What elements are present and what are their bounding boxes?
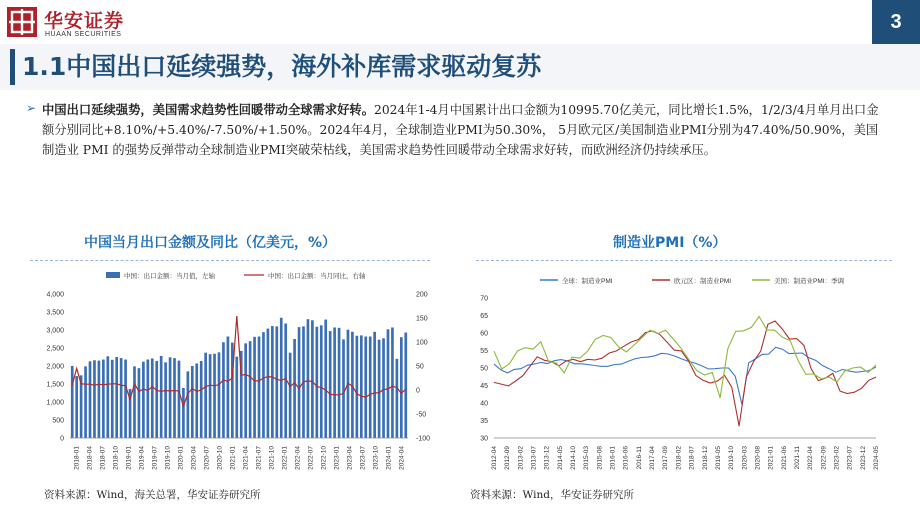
bar-export-value	[275, 326, 278, 438]
bar-export-value	[124, 360, 127, 438]
x-tick-label-pmi: 2012-04	[491, 446, 498, 470]
line-pmi-series-1	[494, 321, 876, 426]
bar-export-value	[315, 327, 318, 438]
bar-export-value	[404, 333, 407, 438]
x-tick-label: 2023-10	[372, 446, 380, 470]
y-tick-pmi: 30	[480, 435, 488, 443]
bar-export-value	[182, 388, 185, 438]
bar-export-value	[249, 341, 252, 438]
summary-paragraph	[42, 100, 890, 160]
line-pmi-series-2	[494, 317, 876, 398]
bar-export-value	[369, 336, 372, 438]
bar-export-value	[307, 319, 310, 438]
x-tick-label-pmi: 2014-05	[556, 446, 564, 470]
bar-export-value	[209, 354, 212, 438]
x-tick-label-pmi: 2017-09	[662, 446, 670, 470]
x-tick-label: 2019-10	[164, 446, 172, 470]
x-tick-label: 2024-04	[398, 446, 406, 470]
bar-export-value	[373, 332, 376, 438]
y-tick-left: 500	[52, 417, 64, 425]
y-tick-right: -100	[416, 435, 431, 443]
x-tick-label: 2021-10	[268, 446, 276, 470]
pmi-chart	[462, 262, 892, 484]
x-tick-label: 2020-10	[216, 446, 224, 470]
bar-export-value	[391, 327, 394, 438]
bar-export-value	[382, 338, 385, 438]
x-tick-label: 2020-04	[190, 446, 198, 470]
bar-export-value	[378, 340, 381, 438]
bar-export-value	[204, 353, 207, 438]
legend-label-pmi-2: 美国：制造业PMI：季调	[774, 278, 845, 285]
bar-export-value	[111, 360, 114, 438]
bar-export-value	[120, 358, 123, 438]
brand-name: 华安证券	[44, 10, 125, 32]
bar-export-value	[151, 358, 154, 438]
bar-export-value	[262, 332, 265, 438]
x-tick-label-pmi: 2023-02	[833, 446, 841, 470]
x-tick-label-pmi: 2023-12	[859, 446, 867, 470]
huaan-logo-icon	[6, 6, 38, 38]
bar-export-value	[187, 371, 190, 438]
bar-export-value	[191, 366, 194, 438]
x-tick-label-pmi: 2020-08	[754, 446, 762, 470]
bar-export-value	[155, 361, 158, 438]
bar-export-value	[244, 343, 247, 438]
bar-export-value	[89, 361, 92, 438]
bar-export-value	[258, 336, 261, 438]
slide-title: 1.1中国出口延续强势，海外补库需求驱动复苏	[22, 52, 542, 81]
y-tick-pmi: 55	[480, 348, 488, 355]
exports-chart	[28, 262, 448, 484]
bar-export-value	[271, 326, 274, 438]
y-tick-pmi: 70	[480, 295, 488, 303]
bar-export-value	[106, 356, 109, 438]
bar-export-value	[320, 325, 323, 438]
bar-export-value	[235, 357, 238, 438]
bar-export-value	[400, 337, 403, 438]
bar-export-value	[133, 366, 136, 438]
x-tick-label-pmi: 2018-12	[701, 446, 709, 470]
x-tick-label: 2019-01	[125, 446, 133, 470]
y-tick-pmi: 35	[480, 418, 488, 425]
bar-export-value	[324, 320, 327, 438]
page-number: 3	[890, 11, 902, 33]
x-tick-label-pmi: 2013-12	[543, 446, 551, 470]
legend-label-pmi-1: 欧元区：制造业PMI	[674, 278, 732, 285]
x-tick-label-pmi: 2023-07	[846, 446, 854, 470]
x-tick-label: 2022-01	[281, 446, 289, 470]
x-tick-label-pmi: 2013-02	[517, 446, 525, 470]
x-tick-label: 2021-01	[229, 446, 237, 470]
y-tick-right: 200	[416, 291, 428, 299]
x-tick-label: 2019-04	[138, 446, 146, 470]
bar-export-value	[146, 360, 149, 438]
bar-export-value	[227, 336, 230, 438]
bar-export-value	[173, 358, 176, 438]
x-tick-label-pmi: 2019-10	[728, 446, 736, 470]
x-tick-label-pmi: 2013-07	[530, 446, 538, 470]
y-tick-left: 1,000	[46, 399, 64, 407]
source-left: 资料来源：Wind，海关总署，华安证券研究所	[44, 489, 261, 501]
bar-export-value	[160, 356, 163, 438]
bar-export-value	[200, 361, 203, 438]
chart-title-exports: 中国当月出口金额及同比（亿美元，%）	[84, 235, 337, 251]
legend-label-export-value: 中国：出口金额：当月值，左轴	[124, 273, 215, 280]
x-tick-label-pmi: 2018-02	[675, 446, 683, 470]
y-tick-pmi: 40	[480, 400, 488, 408]
x-tick-label-pmi: 2016-01	[609, 446, 617, 470]
bar-export-value	[311, 320, 314, 438]
bar-export-value	[218, 352, 221, 438]
y-tick-right: -50	[416, 411, 427, 419]
chart-rule-left	[30, 260, 430, 261]
bar-export-value	[115, 357, 118, 438]
x-tick-label-pmi: 2015-03	[583, 446, 591, 470]
bullet-arrow-icon: ➢	[26, 101, 37, 115]
bar-export-value	[80, 375, 83, 438]
x-tick-label: 2018-04	[86, 446, 94, 470]
x-tick-label-pmi: 2024-05	[873, 446, 880, 470]
bar-export-value	[333, 327, 336, 438]
y-tick-left: 2,000	[46, 363, 64, 371]
x-tick-label-pmi: 2022-09	[820, 446, 828, 470]
x-tick-label: 2024-01	[385, 446, 393, 470]
x-tick-label: 2018-01	[73, 446, 81, 470]
legend-label-export-yoy: 中国：出口金额：当月同比，右轴	[268, 273, 366, 280]
x-tick-label-pmi: 2016-06	[622, 446, 630, 470]
x-tick-label: 2019-07	[151, 446, 159, 470]
bar-export-value	[93, 360, 96, 438]
bar-export-value	[338, 328, 341, 438]
source-right: 资料来源：Wind，华安证券研究所	[470, 489, 634, 501]
bar-export-value	[280, 318, 283, 438]
title-accent	[10, 49, 15, 85]
bar-export-value	[169, 357, 172, 438]
x-tick-label: 2022-04	[294, 446, 302, 470]
bar-export-value	[98, 361, 101, 438]
x-tick-label: 2020-01	[177, 446, 185, 470]
y-tick-left: 3,500	[46, 309, 64, 317]
bar-export-value	[213, 354, 216, 438]
x-tick-label: 2018-07	[99, 446, 107, 470]
bar-export-value	[142, 362, 145, 438]
x-tick-label: 2022-07	[307, 446, 315, 470]
x-tick-label-pmi: 2015-08	[596, 446, 604, 470]
x-tick-label: 2020-07	[203, 446, 211, 470]
y-tick-pmi: 65	[480, 313, 488, 320]
bar-export-value	[364, 336, 367, 438]
y-tick-pmi: 50	[480, 365, 488, 373]
y-tick-right: 150	[416, 315, 428, 323]
y-tick-pmi: 60	[480, 330, 488, 338]
brand-sub: HUAAN SECURITIES	[45, 31, 122, 38]
bar-export-value	[360, 335, 363, 438]
bar-export-value	[164, 362, 167, 438]
chart-title-pmi: 制造业PMI（%）	[613, 235, 727, 251]
y-tick-left: 3,000	[46, 327, 64, 335]
bar-export-value	[178, 361, 181, 438]
legend-swatch-export-value	[106, 272, 120, 278]
bar-export-value	[289, 353, 292, 438]
x-tick-label: 2023-07	[359, 446, 367, 470]
bar-export-value	[195, 363, 198, 438]
y-tick-right: 0	[416, 387, 420, 395]
bar-export-value	[71, 366, 74, 438]
bar-export-value	[222, 342, 225, 438]
bar-export-value	[387, 329, 390, 438]
bar-export-value	[267, 329, 270, 438]
bar-export-value	[396, 359, 399, 438]
bar-export-value	[102, 360, 105, 438]
x-tick-label: 2018-10	[112, 446, 120, 470]
x-tick-label-pmi: 2021-11	[793, 446, 801, 470]
x-tick-label-pmi: 2021-06	[780, 446, 788, 470]
summary-text: 2024年1-4月中国累计出口金额为10995.70亿美元，同比增长1.5%，1/2/3/4月单月出口金额分别同比+8.10%/+5.40%/-7.50%/+1.50%。2024年4月，全球制造业PMI为50.30%， 5月欧元区/美国制造业PMI分别为47.40%/50.90%，美国制造业 PMI 的强势反弹带动全球制造业PMI突破荣枯线，美国需求趋势性回暖带动全球需求好转，而欧洲经济仍持续承压。	[42, 103, 879, 157]
y-tick-left: 4,000	[46, 291, 64, 299]
x-tick-label: 2021-07	[255, 446, 263, 470]
x-tick-label-pmi: 2012-09	[504, 446, 512, 470]
x-tick-label-pmi: 2021-01	[767, 446, 775, 470]
legend-label-pmi-0: 全球：制造业PMI	[562, 278, 613, 285]
y-tick-left: 2,500	[46, 345, 64, 353]
x-tick-label: 2022-10	[320, 446, 328, 470]
x-tick-label: 2023-04	[346, 446, 354, 470]
x-tick-label-pmi: 2022-04	[807, 446, 815, 470]
x-tick-label-pmi: 2018-07	[688, 446, 696, 470]
x-tick-label-pmi: 2014-10	[570, 446, 578, 470]
bar-export-value	[138, 368, 141, 438]
y-tick-right: 100	[416, 339, 428, 347]
bar-export-value	[329, 331, 332, 438]
bar-export-value	[253, 337, 256, 438]
y-tick-right: 50	[416, 363, 424, 371]
bar-export-value	[342, 339, 345, 438]
x-tick-label-pmi: 2017-04	[649, 446, 657, 470]
summary-bold: 中国出口延续强势，美国需求趋势性回暖带动全球需求好转。	[42, 103, 375, 117]
y-tick-left: 0	[60, 435, 64, 443]
y-tick-left: 1,500	[46, 381, 64, 389]
bar-export-value	[293, 339, 296, 438]
y-tick-pmi: 45	[480, 383, 488, 390]
x-tick-label: 2023-01	[333, 446, 341, 470]
bar-export-value	[356, 336, 359, 438]
top-bar	[0, 0, 920, 44]
x-tick-label-pmi: 2019-05	[714, 446, 722, 470]
x-tick-label-pmi: 2016-11	[635, 446, 643, 470]
x-tick-label: 2021-04	[242, 446, 250, 470]
bar-export-value	[298, 327, 301, 438]
chart-rule-right	[476, 260, 892, 261]
bar-export-value	[84, 366, 87, 438]
bar-export-value	[75, 376, 78, 438]
x-tick-label-pmi: 2020-03	[741, 446, 749, 470]
